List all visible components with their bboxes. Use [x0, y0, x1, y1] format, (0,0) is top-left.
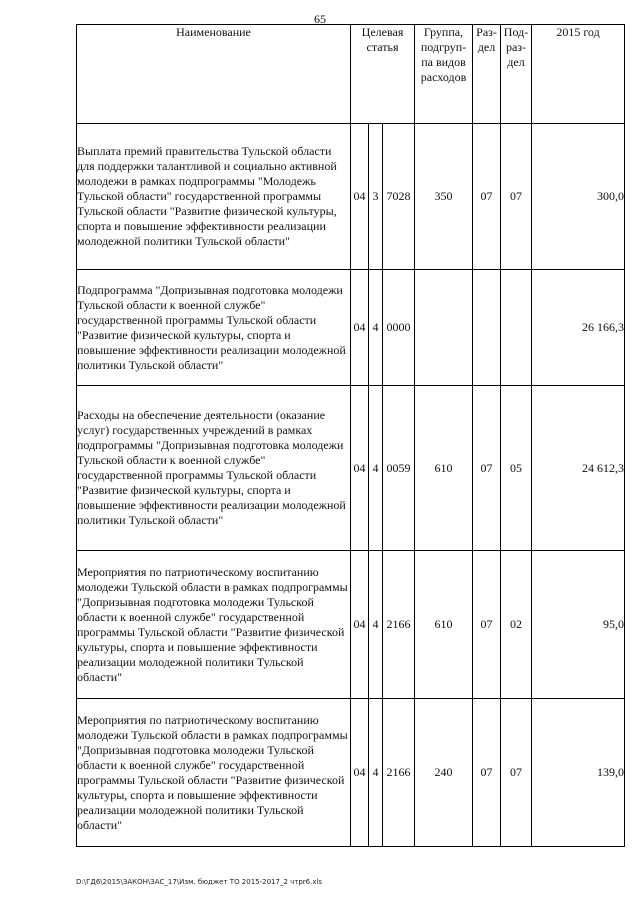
header-expense-group: Группа, подгруп-па видов расходов — [415, 25, 473, 124]
row-target-part3: 7028 — [383, 124, 415, 270]
row-group: 610 — [415, 386, 473, 551]
row-section: 07 — [473, 699, 501, 847]
row-section: 07 — [473, 386, 501, 551]
row-target-part1: 04 — [351, 124, 369, 270]
row-name: Мероприятия по патриотическому воспитанию молодежи Тульской области в рамках подпрограммы "Допризывная подготовка молодежи Тульской области к военной службе" государственной программы Тульской области "Развитие физической культуры, спорта и повышение эффективности реализации молодежной политики Тульской области" — [77, 699, 351, 847]
row-target-part3: 0059 — [383, 386, 415, 551]
row-target-part2: 3 — [369, 124, 383, 270]
row-section: 07 — [473, 124, 501, 270]
table-row — [77, 124, 625, 270]
row-name: Мероприятия по патриотическому воспитанию молодежи Тульской области в рамках подпрограммы "Допризывная подготовка молодежи Тульской области к военной службе" государственной программы Тульской области "Развитие физической культуры, спорта и повышение эффективности реализации молодежной политики Тульской области" — [77, 551, 351, 699]
row-group: 350 — [415, 124, 473, 270]
row-subsection — [501, 270, 532, 386]
row-name: Подпрограмма "Допризывная подготовка молодежи Тульской области к военной службе" государственной программы Тульской области "Развитие физической культуры, спорта и повышение эффективности реализации молодежной политики Тульской области" — [77, 270, 351, 386]
header-name: Наименование — [77, 25, 351, 124]
row-section: 07 — [473, 551, 501, 699]
row-amount: 26 166,3 — [532, 270, 625, 386]
header-section: Раз-дел — [473, 25, 501, 124]
row-amount: 24 612,3 — [532, 386, 625, 551]
row-target-part2: 4 — [369, 270, 383, 386]
table-row — [77, 699, 625, 847]
header-year: 2015 год — [532, 25, 625, 124]
row-name: Выплата премий правительства Тульской области для поддержки талантливой и социально активной молодежи в рамках подпрограммы "Молодежь Тульской области" государственной программы Тульской области "Развитие физической культуры, спорта и повышение эффективности реализации молодежной политики Тульской области" — [77, 124, 351, 270]
row-target-part3: 0000 — [383, 270, 415, 386]
row-group: 610 — [415, 551, 473, 699]
header-row — [77, 25, 625, 124]
row-name: Расходы на обеспечение деятельности (оказание услуг) государственных учреждений в рамках подпрограммы "Допризывная подготовка молодежи Тульской области к военной службе" государственной программы Тульской области "Развитие физической культуры, спорта и повышение эффективности реализации молодежной политики Тульской области" — [77, 386, 351, 551]
file-path-footer: D:\ГД6\2015\ЗАКОН\ЗАС_17\Изм. бюджет ТО 2015-2017_2 чтpr6.xls — [76, 878, 323, 886]
budget-table — [76, 24, 625, 847]
row-target-part2: 4 — [369, 551, 383, 699]
row-target-part2: 4 — [369, 699, 383, 847]
row-amount: 95,0 — [532, 551, 625, 699]
page-number: 65 — [314, 12, 326, 26]
row-target-part3: 2166 — [383, 699, 415, 847]
header-target-article: Целевая статья — [351, 25, 415, 124]
row-amount: 139,0 — [532, 699, 625, 847]
row-target-part3: 2166 — [383, 551, 415, 699]
header-subsection: Под-раз-дел — [501, 25, 532, 124]
row-subsection: 07 — [501, 124, 532, 270]
row-target-part2: 4 — [369, 386, 383, 551]
table-row — [77, 270, 625, 386]
row-amount: 300,0 — [532, 124, 625, 270]
row-subsection: 07 — [501, 699, 532, 847]
row-subsection: 05 — [501, 386, 532, 551]
row-target-part1: 04 — [351, 551, 369, 699]
row-group — [415, 270, 473, 386]
table-row — [77, 386, 625, 551]
row-section — [473, 270, 501, 386]
row-group: 240 — [415, 699, 473, 847]
row-target-part1: 04 — [351, 270, 369, 386]
table-row — [77, 551, 625, 699]
row-subsection: 02 — [501, 551, 532, 699]
row-target-part1: 04 — [351, 699, 369, 847]
row-target-part1: 04 — [351, 386, 369, 551]
